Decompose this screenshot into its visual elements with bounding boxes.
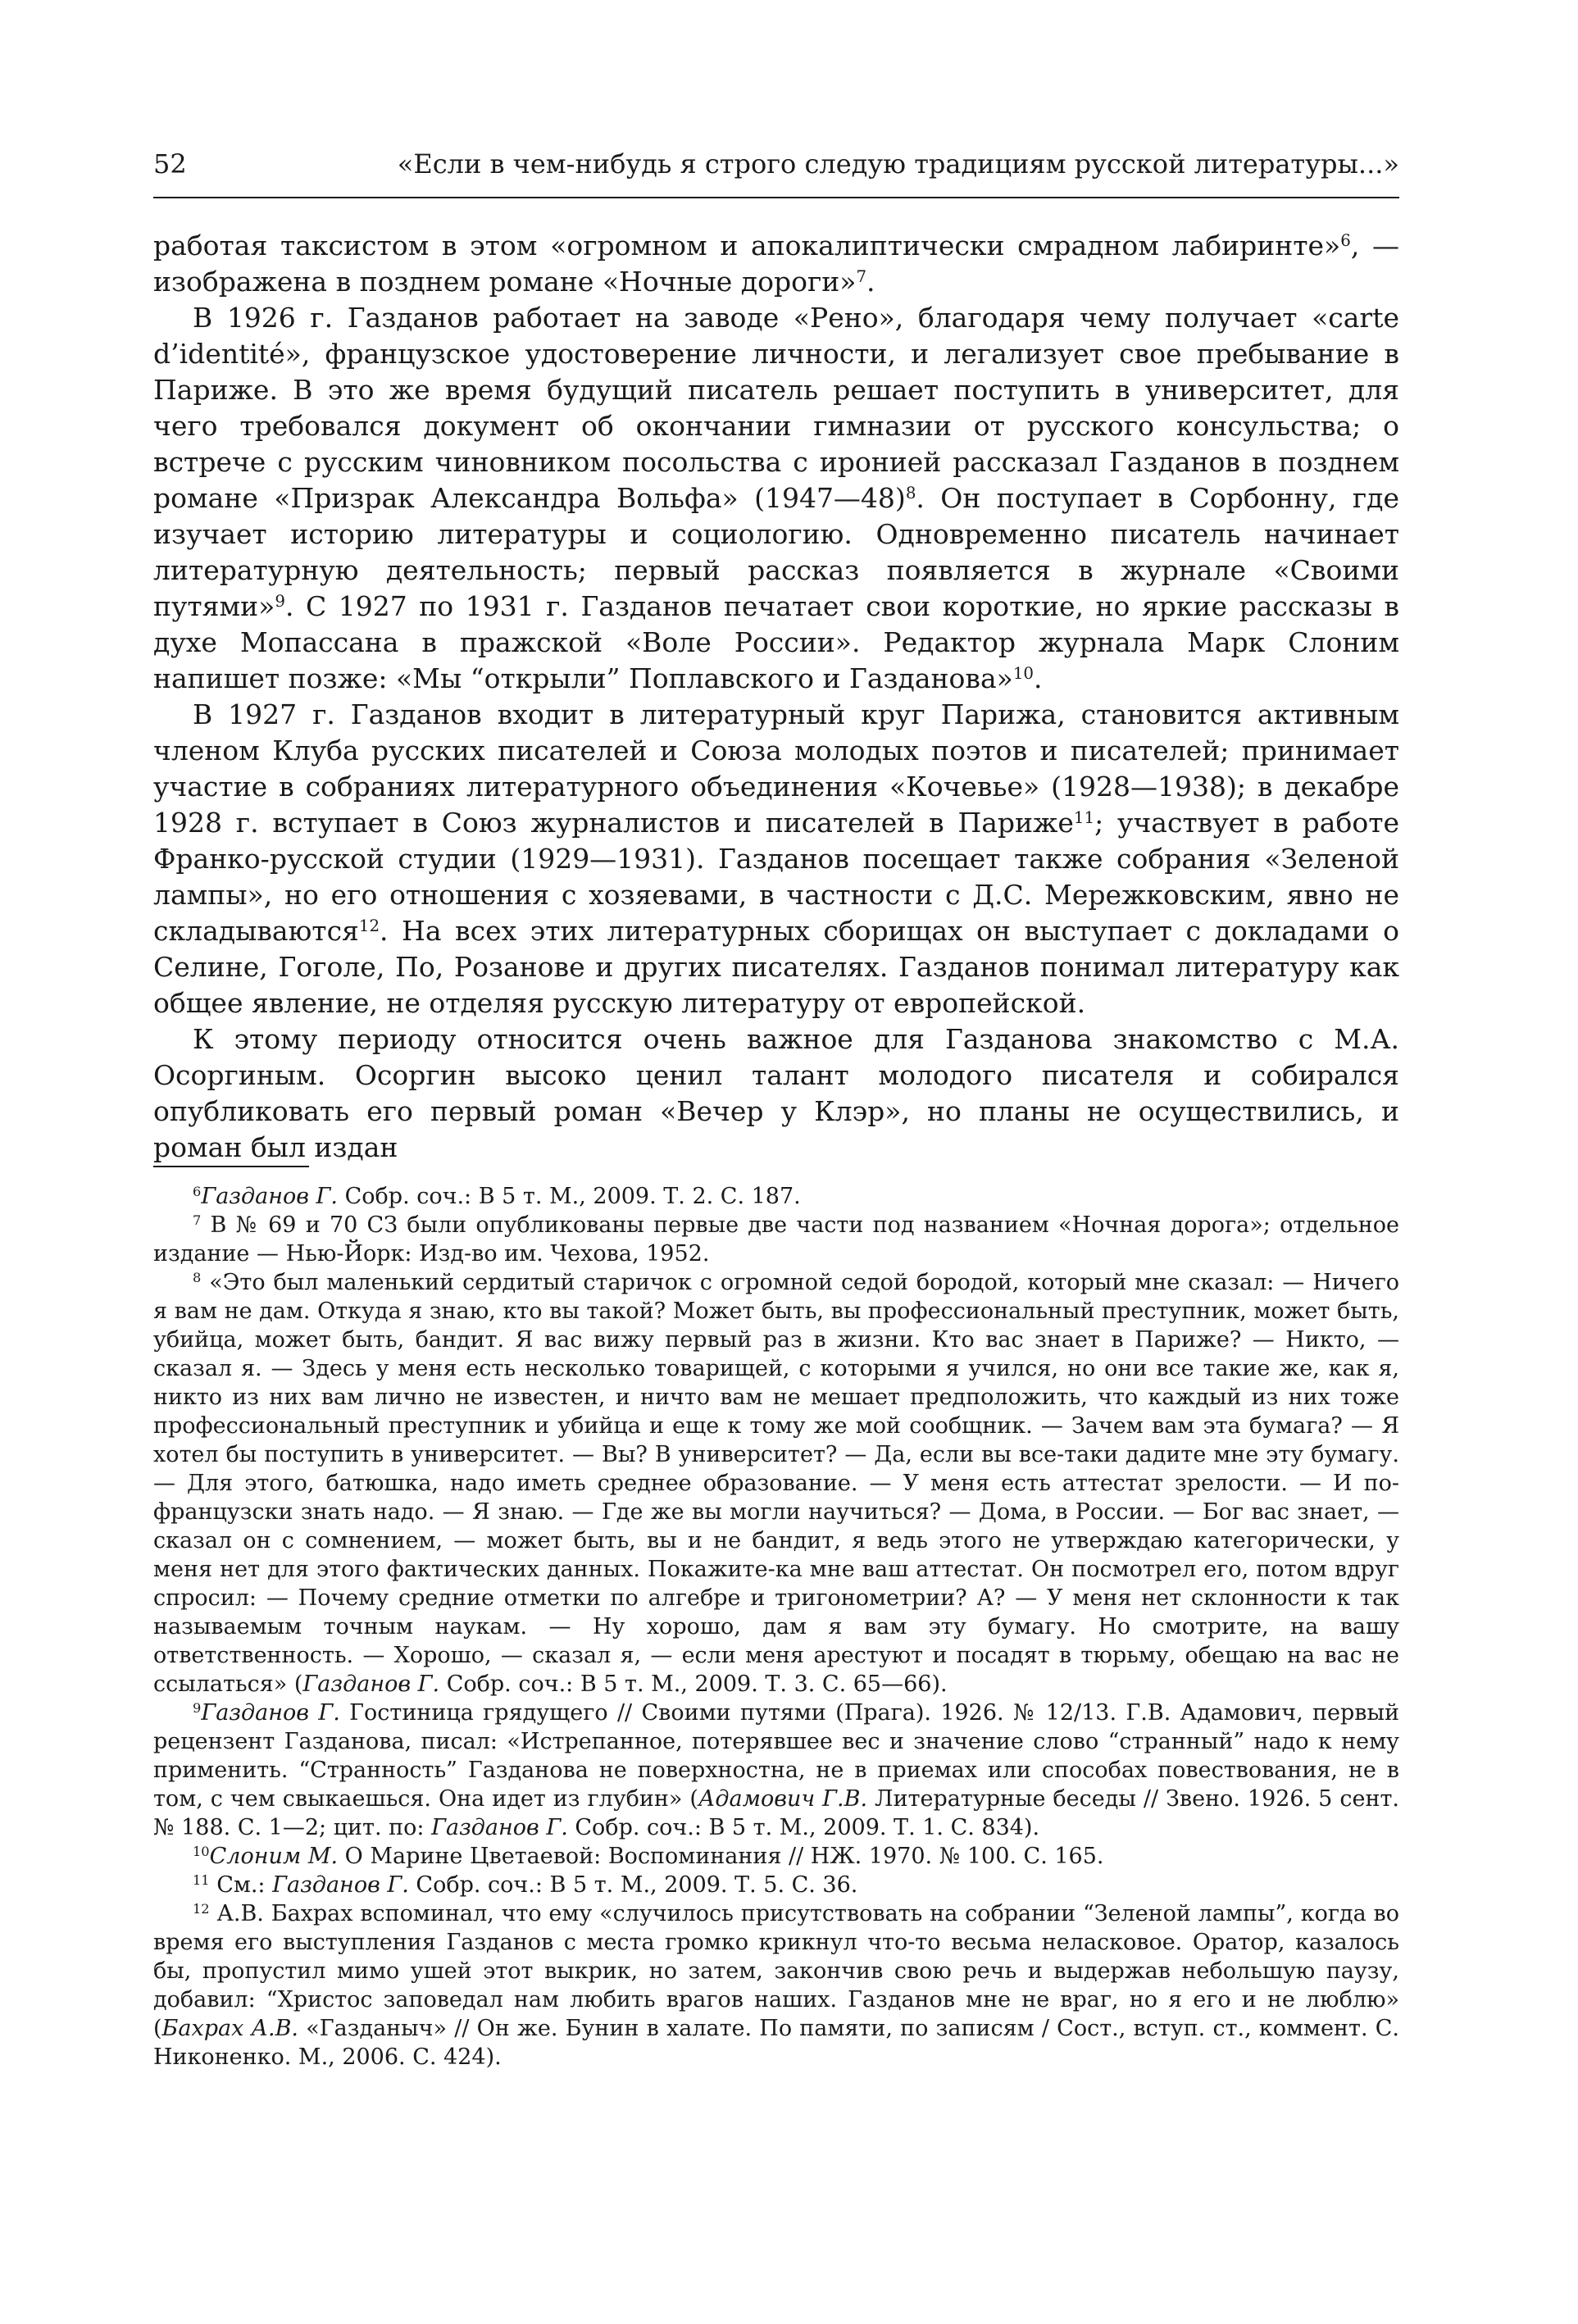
footnote-number: 11 <box>193 1872 210 1889</box>
paragraph-2 <box>153 300 1399 697</box>
footnote-7 <box>153 1211 1399 1268</box>
paragraph-text: . <box>866 266 875 298</box>
footnote-number: 10 <box>193 1844 210 1860</box>
footnote-ref-9[interactable]: 9 <box>275 592 285 612</box>
footnote-text: «Газданыч» // Он же. Бунин в халате. По памяти, по записям / Сост., вступ. ст., коммент. С. Никоненко. М., 2006. С. 424). <box>153 2016 1399 2070</box>
footnote-author: Газданов Г. <box>302 1671 440 1697</box>
main-text <box>153 228 1399 1166</box>
footnote-text: В № 69 и 70 СЗ были опубликованы первые две части под названием «Ночная дорога»; отдельное издание — Нью-Йорк: Изд-во им. Чехова, 1952. <box>153 1212 1399 1267</box>
footnote-ref-10[interactable]: 10 <box>1012 664 1034 684</box>
footnote-author: Адамович Г.В. <box>698 1786 868 1812</box>
paragraph-text: , — изображена в позднем романе «Ночные дороги» <box>153 230 1399 298</box>
footnote-author: Газданов Г. <box>272 1872 409 1898</box>
footnote-author: Газданов Г. <box>431 1815 568 1840</box>
footnote-ref-8[interactable]: 8 <box>905 484 916 503</box>
footnote-ref-11[interactable]: 11 <box>1073 808 1095 828</box>
footnote-number: 9 <box>193 1700 202 1717</box>
footnote-author: Газданов Г. <box>201 1700 340 1726</box>
footnote-12 <box>153 1899 1399 2072</box>
paragraph-text: . <box>1034 662 1043 694</box>
footnote-author: Бахрах А.В. <box>161 2016 298 2041</box>
paragraph-text: В 1926 г. Газданов работает на заводе «Рено», благодаря чему получает «carte d’identité», французское удостоверение личности, и легализует свое пребывание в Париже. В это же время будущий писатель решает поступить в университет, для чего требовался документ об окончании гимназии от русского консульства; о встрече с русским чиновником посольства с иронией рассказал Газданов в позднем романе «Призрак Александра Вольфа» (1947—48) <box>153 302 1399 514</box>
footnote-ref-6[interactable]: 6 <box>1340 231 1351 251</box>
footnote-text: Собр. соч.: В 5 т. М., 2009. Т. 3. С. 65—66). <box>439 1671 948 1697</box>
header-divider <box>153 197 1399 198</box>
paragraph-text: В 1927 г. Газданов входит в литературный круг Парижа, становится активным членом Клуба русских писателей и Союза молодых поэтов и писателей; принимает участие в собраниях литературного объединения «Кочевье» (1928—1938); в декабре 1928 г. вступает в Союз журналистов и писателей в Париже <box>153 698 1399 839</box>
footnote-number: 6 <box>193 1184 202 1200</box>
footnote-text: О Марине Цветаевой: Воспоминания // НЖ. 1970. № 100. С. 165. <box>338 1844 1104 1869</box>
footnote-6 <box>153 1182 1399 1211</box>
footnote-text: Гостиница грядущего // Своими путями (Прага). 1926. № 12/13. Г.В. Адамович, первый рецензент Газданова, писал: «Истрепанное, потерявшее вес и значение слово “странный” надо к нему применить. “Странность” Газданова не поверхностна, не в приемах или способах повествования, не в том, с чем свыкаешься. Она идет из глубин» ( <box>153 1700 1399 1812</box>
paragraph-1 <box>153 228 1399 300</box>
footnote-divider <box>153 1166 309 1167</box>
paragraph-4 <box>153 1021 1399 1166</box>
running-head <box>153 148 1399 180</box>
paragraph-text: . На всех этих литературных сборищах он выступает с докладами о Селине, Гоголе, По, Розанове и других писателях. Газданов понимал литературу как общее явление, не отделяя русскую литературу от европейской. <box>153 915 1399 1019</box>
paragraph-text: К этому периоду относится очень важное для Газданова знакомство с М.А. Осоргиным. Осоргин высоко ценил талант молодого писателя и собирался опубликовать его первый роман «Вечер у Клэр», но планы не осуществились, и роман был издан <box>153 1023 1399 1163</box>
footnote-text: «Это был маленький сердитый старичок с огромной седой бородой, который мне сказал: — Ничего я вам не дам. Откуда я знаю, кто вы такой? Может быть, вы профессиональный преступник, может быть, убийца, может быть, бандит. Я вас вижу первый раз в жизни. Кто вас знает в Париже? — Никто, — сказал я. — Здесь у меня есть несколько товарищей, с которыми я учился, но они все такие же, как я, никто из них вам лично не известен, и ничто вам не мешает предположить, что каждый из них тоже профессиональный преступник и убийца и еще к тому же мой сообщник. — Зачем вам эта бумага? — Я хотел бы поступить в университет. — Вы? В университет? — Да, если вы все-таки дадите мне эту бумагу. — Для этого, батюшка, надо иметь среднее образование. — У меня есть аттестат зрелости. — И по-французски знать надо. — Я знаю. — Где же вы могли научиться? — Дома, в России. — Бог вас знает, — сказал он с сомнением, — может быть, вы и не бандит, я ведь этого не утверждаю категорически, у меня нет для этого фактических данных. Покажите-ка мне ваш аттестат. Он посмотрел его, потом вдруг спросил: — Почему средние отметки по алгебре и тригонометрии? А? — У меня нет склонности к так называемым точным наукам. — Ну хорошо, дам я вам эту бумагу. Но смотрите, на вашу ответственность. — Хорошо, — сказал я, — если меня арестуют и посадят в тюрьму, обещаю на вас не ссылаться» ( <box>153 1270 1399 1697</box>
footnote-ref-7[interactable]: 7 <box>856 267 867 287</box>
footnote-10 <box>153 1842 1399 1871</box>
footnote-number: 7 <box>193 1212 202 1229</box>
footnote-9 <box>153 1699 1399 1842</box>
running-title: «Если в чем-нибудь я строго следую традициям русской литературы...» <box>397 148 1399 180</box>
paragraph-text: работая таксистом в этом «огромном и апокалиптически смрадном лабиринте» <box>153 230 1341 262</box>
footnote-author: Газданов Г. <box>201 1184 339 1209</box>
footnote-number: 12 <box>193 1901 210 1917</box>
page-number: 52 <box>153 148 187 180</box>
footnote-ref-12[interactable]: 12 <box>358 916 380 936</box>
footnote-text: Собр. соч.: В 5 т. М., 2009. Т. 5. С. 36. <box>408 1872 858 1898</box>
footnote-text: Собр. соч.: В 5 т. М., 2009. Т. 2. С. 187. <box>338 1184 801 1209</box>
paragraph-text: . С 1927 по 1931 г. Газданов печатает свои короткие, но яркие рассказы в духе Мопассана в пражской «Воле России». Редактор журнала Марк Слоним напишет позже: «Мы “открыли” Поплавского и Газданова» <box>153 590 1399 694</box>
footnote-text: См.: <box>209 1872 273 1898</box>
footnote-number: 8 <box>193 1270 202 1286</box>
footnote-text: Литературные беседы // Звено. 1926. 5 сент. № 188. С. 1—2; цит. по: <box>153 1786 1399 1840</box>
footnotes <box>153 1182 1399 2072</box>
footnote-author: Слоним М. <box>209 1844 339 1869</box>
paragraph-3 <box>153 697 1399 1021</box>
footnote-text: А.В. Бахрах вспоминал, что ему «случилось присутствовать на собрании “Зеленой лампы”, когда во время его выступления Газданов с места громко крикнул что-то весьма неласковое. Оратор, казалось бы, пропустил мимо ушей этот выкрик, но затем, закончив свою речь и выдержав небольшую паузу, добавил: “Христос заповедал нам любить врагов наших. Газданов мне не враг, но я его и не люблю» ( <box>153 1901 1399 2041</box>
footnote-text: Собр. соч.: В 5 т. М., 2009. Т. 1. С. 834). <box>567 1815 1040 1840</box>
footnote-11 <box>153 1871 1399 1899</box>
footnote-8 <box>153 1268 1399 1699</box>
paragraph-text: . Он поступает в Сорбонну, где изучает историю литературы и социологию. Одновременно писатель начинает литературную деятельность; первый рассказ появляется в журнале «Своими путями» <box>153 482 1399 622</box>
paragraph-text: ; участвует в работе Франко-русской студии (1929—1931). Газданов посещает также собрания «Зеленой лампы», но его отношения с хозяевами, в частности с Д.С. Мережковским, явно не складываются <box>153 807 1399 947</box>
